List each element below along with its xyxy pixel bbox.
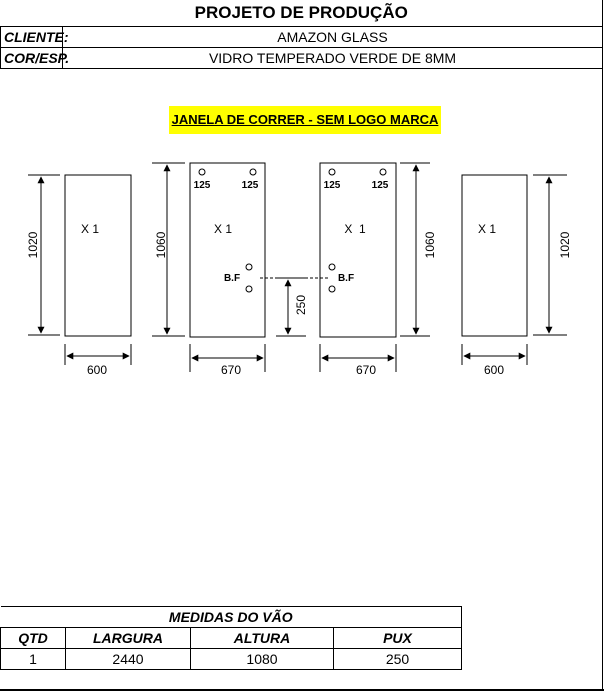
panel-1-width: 600: [86, 363, 108, 377]
pux-dimension-value: 250: [294, 294, 308, 316]
panel-1-qty: X 1: [80, 222, 100, 236]
hole-icon: [199, 169, 205, 175]
hole-icon: [250, 169, 256, 175]
panel-3-height: 1060: [423, 231, 437, 259]
panel-2-width: 670: [220, 363, 242, 377]
panel-3-bf: B.F: [337, 273, 355, 284]
bottom-border: [0, 689, 604, 691]
measures-header-largura: LARGURA: [66, 628, 191, 649]
panel-2-qty: X 1: [213, 222, 233, 236]
right-border: [602, 0, 603, 691]
client-value: AMAZON GLASS: [63, 27, 603, 48]
panel-3-width: 670: [355, 363, 377, 377]
panel-3-qty: X 1: [344, 222, 366, 236]
hole-icon: [380, 169, 386, 175]
page-title: PROJETO DE PRODUÇÃO: [1, 0, 603, 27]
panel-2-hole-right: 125: [241, 180, 259, 191]
banner-text: JANELA DE CORRER - SEM LOGO MARCA: [171, 112, 439, 127]
spec-value: VIDRO TEMPERADO VERDE DE 8MM: [63, 48, 603, 69]
panel-2-height: 1060: [154, 231, 168, 259]
panel-2: [152, 163, 265, 377]
measures-caption: MEDIDAS DO VÃO: [1, 607, 462, 628]
spec-label: COR/ESP.: [1, 48, 63, 69]
measures-qtd: 1: [1, 649, 66, 670]
measures-header-qtd: QTD: [1, 628, 66, 649]
panel-3-hole-right: 125: [371, 180, 389, 191]
panel-4: [462, 175, 572, 377]
hole-icon: [246, 264, 252, 270]
panel-4-qty: X 1: [477, 222, 497, 236]
measures-altura: 1080: [191, 649, 334, 670]
panel-3: [320, 163, 437, 377]
measures-pux: 250: [334, 649, 462, 670]
panel-4-height: 1020: [558, 231, 572, 259]
table-row: [1, 649, 462, 670]
measures-header-pux: PUX: [334, 628, 462, 649]
client-label: CLIENTE:: [1, 27, 63, 48]
pux-dimension: [260, 278, 328, 336]
panel-1: [26, 175, 131, 377]
hole-icon: [329, 286, 335, 292]
hole-icon: [246, 286, 252, 292]
panel-2-hole-left: 125: [193, 180, 211, 191]
measures-table: [0, 606, 462, 670]
hole-icon: [329, 264, 335, 270]
panel-4-width: 600: [483, 363, 505, 377]
hole-icon: [329, 169, 335, 175]
panel-3-hole-left: 125: [323, 180, 341, 191]
panel-2-bf: B.F: [223, 273, 241, 284]
panel-1-height: 1020: [26, 231, 40, 259]
measures-largura: 2440: [66, 649, 191, 670]
measures-header-altura: ALTURA: [191, 628, 334, 649]
